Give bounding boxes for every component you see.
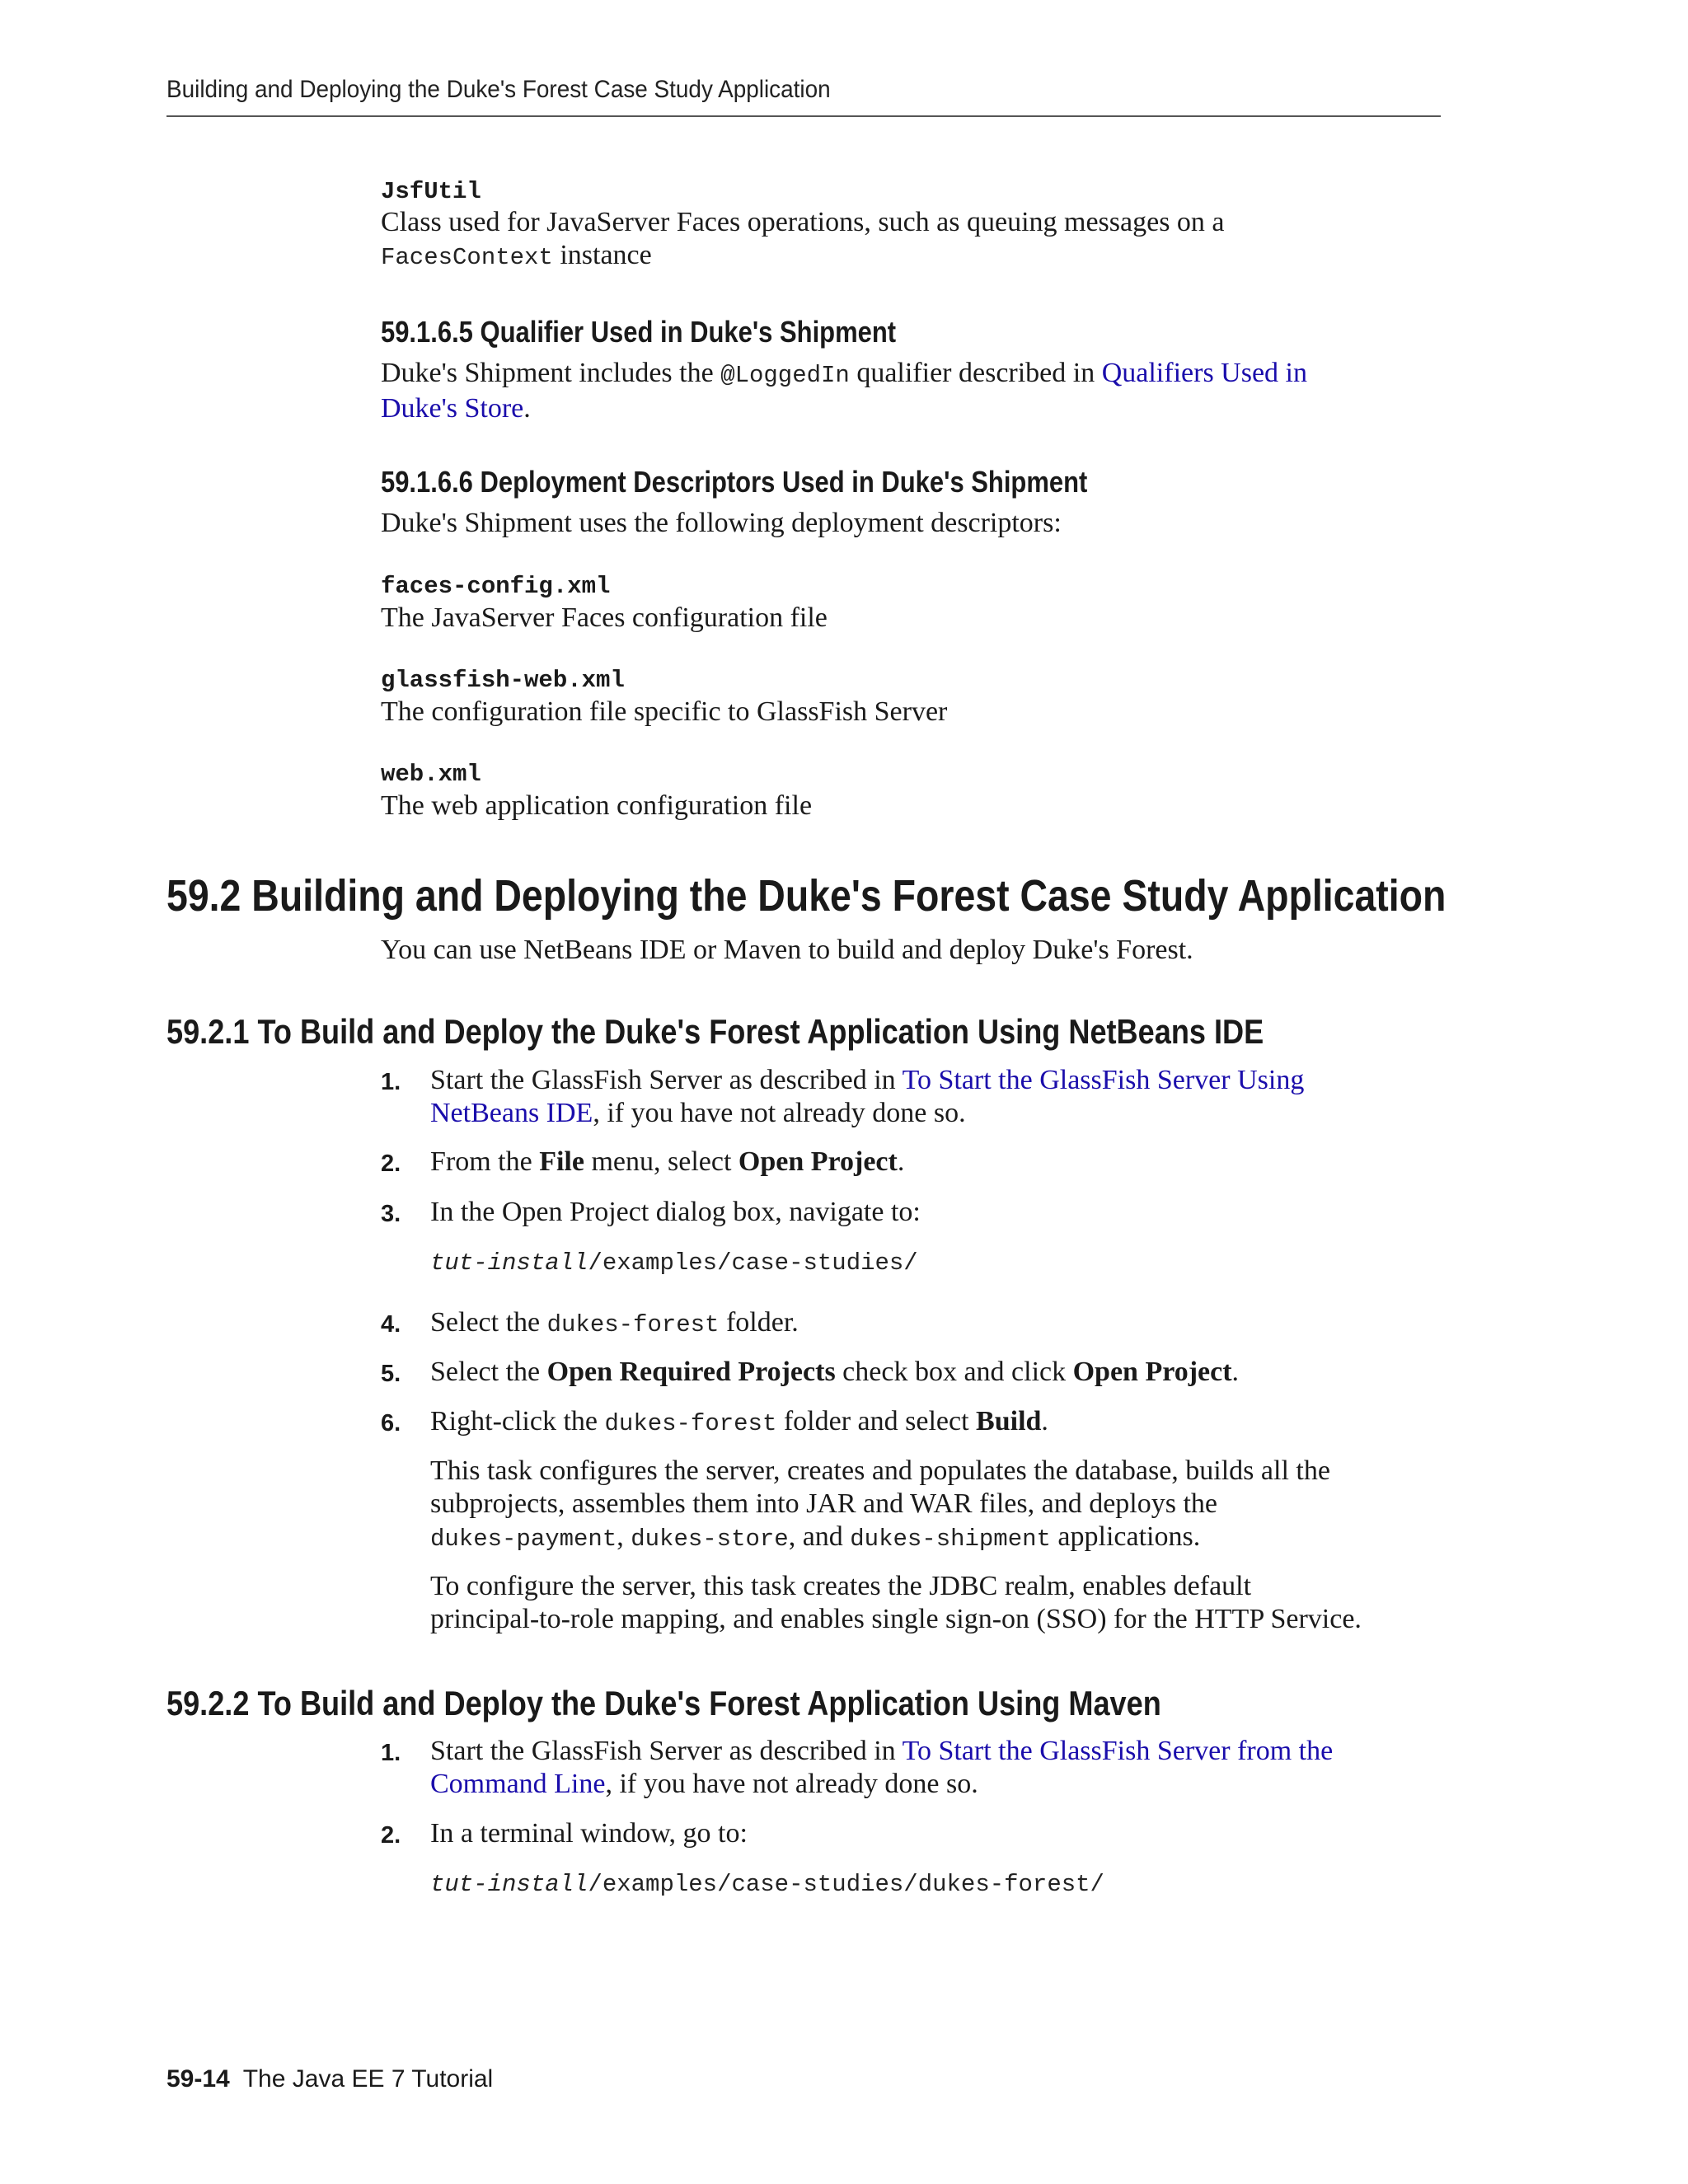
step-number: 5. [381, 1361, 401, 1387]
dukes-shipment-code: dukes-shipment [850, 1526, 1051, 1553]
section-59-2-intro: You can use NetBeans IDE or Maven to build and deploy Duke's Forest. [381, 935, 1193, 965]
jsfutil-desc-line1: Class used for JavaServer Faces operations, such as queuing messages on a [381, 207, 1225, 237]
qualifier-text-end: . [523, 393, 531, 424]
link-netbeans-ide[interactable]: NetBeans IDE [430, 1098, 593, 1128]
descriptors-intro: Duke's Shipment uses the following deployment descriptors: [381, 508, 1062, 538]
path-case-studies [430, 1249, 918, 1277]
qualifier-text-a: Duke's Shipment includes the [381, 358, 721, 388]
step-number: 6. [381, 1410, 401, 1436]
desc-glassfish-web: The configuration file specific to GlassFish Server [381, 696, 948, 727]
netbeans-step-2 [430, 1146, 904, 1179]
step4-text-a: Select the [430, 1307, 547, 1338]
facescontext-code: FacesContext [381, 244, 553, 271]
path-rest: /examples/case-studies/dukes-forest/ [588, 1871, 1104, 1898]
server-config-description [430, 1570, 1362, 1636]
heading-59-1-6-6: 59.1.6.6 Deployment Descriptors Used in Duke's Shipment [381, 465, 1088, 499]
step4-text-b: folder. [719, 1307, 799, 1338]
step2-text-a: From the [430, 1146, 540, 1177]
step-number: 1. [381, 1069, 401, 1095]
step-number: 2. [381, 1822, 401, 1849]
page-number: 59-14 [166, 2065, 230, 2093]
step-number: 2. [381, 1151, 401, 1177]
para2-line2: principal-to-role mapping, and enables single sign-on (SSO) for the HTTP Service. [430, 1604, 1362, 1634]
term-faces-config: faces-config.xml [381, 573, 611, 600]
para1-sep1: , [617, 1521, 631, 1552]
loggedin-code: @LoggedIn [720, 362, 850, 389]
dukes-payment-code: dukes-payment [430, 1526, 617, 1553]
dukes-forest-code: dukes-forest [546, 1311, 720, 1338]
netbeans-step-4 [430, 1306, 799, 1342]
open-required-projects-label: Open Required Projects [546, 1357, 836, 1387]
build-task-description [430, 1455, 1330, 1556]
step6-text-a: Right-click the [430, 1406, 605, 1436]
heading-59-2-2: 59.2.2 To Build and Deploy the Duke's Forest Application Using Maven [166, 1684, 1161, 1722]
term-web-xml: web.xml [381, 761, 481, 788]
step5-text-b: check box and click [835, 1357, 1073, 1387]
book-title: The Java EE 7 Tutorial [242, 2065, 494, 2093]
dukes-store-code: dukes-store [631, 1526, 789, 1553]
desc-faces-config: The JavaServer Faces configuration file [381, 602, 828, 633]
step-number: 3. [381, 1201, 401, 1227]
netbeans-step-3: In the Open Project dialog box, navigate to: [430, 1197, 921, 1227]
page-footer [166, 2065, 493, 2093]
path-dukes-forest [430, 1871, 1104, 1898]
qualifier-text-b: qualifier described in [849, 358, 1102, 388]
link-qualifiers-used-in-store[interactable]: Qualifiers Used in [1101, 358, 1307, 388]
step2-text-b: menu, select [584, 1146, 738, 1177]
term-glassfish-web: glassfish-web.xml [381, 667, 625, 694]
path-tut-install: tut-install [430, 1249, 588, 1277]
open-project-label: Open Project [738, 1146, 898, 1177]
step-number: 4. [381, 1311, 401, 1338]
step6-text-c: . [1041, 1406, 1048, 1436]
build-label: Build [976, 1406, 1042, 1436]
dukes-forest-code: dukes-forest [604, 1410, 777, 1437]
qualifier-paragraph [381, 357, 1307, 425]
maven-step-1 [430, 1735, 1333, 1801]
heading-59-2: 59.2 Building and Deploying the Duke's Forest Case Study Application [166, 871, 1447, 921]
para1-line1: This task configures the server, creates and populates the database, builds all the [430, 1455, 1330, 1486]
netbeans-step-6 [430, 1405, 1048, 1441]
link-start-glassfish-command-line[interactable]: To Start the GlassFish Server from the [902, 1736, 1334, 1766]
open-project-label: Open Project [1072, 1357, 1232, 1387]
para1-sep2: , and [788, 1521, 851, 1552]
maven-step-2: In a terminal window, go to: [430, 1818, 748, 1849]
link-dukes-store[interactable]: Duke's Store [381, 393, 524, 424]
step2-text-c: . [897, 1146, 905, 1177]
netbeans-step-5 [430, 1356, 1239, 1389]
netbeans-step-1 [430, 1064, 1304, 1130]
para2-line1: To configure the server, this task creates the JDBC realm, enables default [430, 1571, 1252, 1601]
step5-text-c: . [1231, 1357, 1240, 1387]
step1-text-a: Start the GlassFish Server as described in [430, 1065, 903, 1095]
file-menu-label: File [539, 1146, 584, 1177]
desc-web-xml: The web application configuration file [381, 790, 813, 821]
path-rest: /examples/case-studies/ [588, 1249, 918, 1277]
heading-59-1-6-5: 59.1.6.5 Qualifier Used in Duke's Shipment [381, 315, 897, 349]
jsfutil-description [381, 206, 1225, 274]
jsfutil-desc-end: instance [552, 240, 652, 270]
para1-line2: subprojects, assembles them into JAR and WAR files, and deploys the [430, 1488, 1218, 1519]
term-jsfutil: JsfUtil [381, 178, 481, 205]
link-start-glassfish-netbeans[interactable]: To Start the GlassFish Server Using [902, 1065, 1305, 1095]
step-number: 1. [381, 1740, 401, 1766]
step1-text-b: , if you have not already done so. [593, 1098, 966, 1128]
header-divider [166, 115, 1441, 117]
para1-end: applications. [1050, 1521, 1201, 1552]
heading-59-2-1: 59.2.1 To Build and Deploy the Duke's Forest Application Using NetBeans IDE [166, 1012, 1264, 1051]
link-command-line[interactable]: Command Line [430, 1769, 606, 1799]
step6-text-b: folder and select [776, 1406, 977, 1436]
path-tut-install: tut-install [430, 1871, 588, 1898]
running-header: Building and Deploying the Duke's Forest Case Study Application [166, 76, 831, 103]
maven-step1-text-b: , if you have not already done so. [605, 1769, 978, 1799]
step5-text-a: Select the [430, 1357, 547, 1387]
maven-step1-text-a: Start the GlassFish Server as described in [430, 1736, 903, 1766]
